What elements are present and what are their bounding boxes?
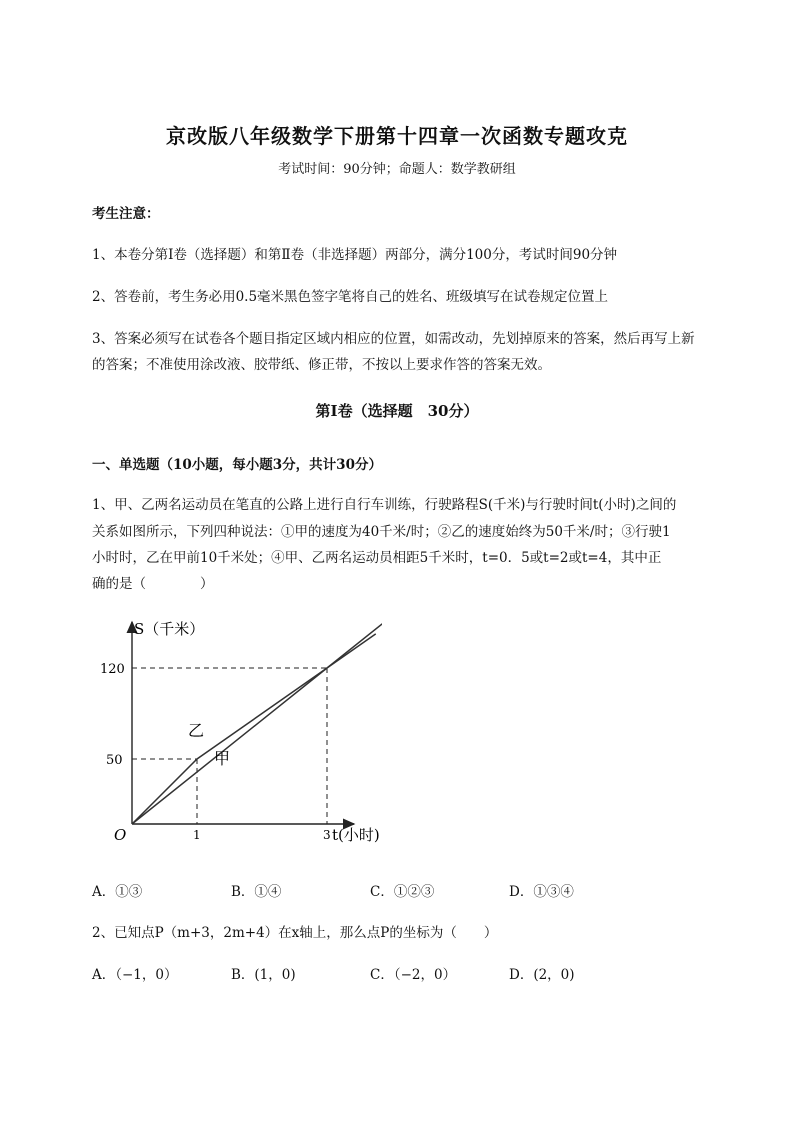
q1-option-b[interactable]: B．①④	[231, 884, 282, 900]
x-axis-label: t(小时)	[332, 826, 380, 844]
y-tick-120: 120	[100, 662, 125, 677]
q1-line-1: 1、甲、乙两名运动员在笔直的公路上进行自行车训练，行驶路程S(千米)与行驶时间t(小时)之间的	[92, 497, 677, 513]
q2-option-b[interactable]: B．(1，0)	[231, 967, 296, 983]
x-tick-1: 1	[193, 828, 201, 842]
q1-line-4: 确的是（ ）	[92, 576, 214, 592]
q1-option-a[interactable]: A．①③	[92, 884, 143, 900]
section-title: 第I卷（选择题 30分）	[315, 402, 479, 420]
q1-line-2: 关系如图所示，下列四种说法：①甲的速度为40千米/时；②乙的速度始终为50千米/时；③行驶1	[92, 524, 671, 540]
q2-option-d[interactable]: D．(2，0)	[509, 967, 575, 983]
y-tick-50: 50	[106, 753, 123, 768]
x-tick-3: 3	[323, 828, 331, 842]
line-jia	[132, 624, 382, 824]
exam-info: 考试时间：90分钟；命题人：数学教研组	[278, 162, 516, 177]
notice-item-3-cont: 的答案；不准使用涂改液、胶带纸、修正带，不按以上要求作答的答案无效。	[92, 357, 551, 373]
q2-option-a[interactable]: A．（−1，0）	[92, 967, 178, 983]
notice-heading: 考生注意：	[92, 206, 160, 222]
y-axis-label: S（千米）	[134, 620, 205, 638]
q1-option-d[interactable]: D．①③④	[509, 884, 574, 900]
q1-line-3: 小时时，乙在甲前10千米处；④甲、乙两名运动员相距5千米时，t=0．5或t=2或t=4，其中正	[92, 550, 662, 566]
label-yi: 乙	[188, 721, 205, 740]
page-title: 京改版八年级数学下册第十四章一次函数专题攻克	[166, 124, 628, 148]
q2-stem: 2、已知点P（m+3，2m+4）在x轴上，那么点P的坐标为（ ）	[92, 925, 498, 941]
notice-item-1: 1、本卷分第I卷（选择题）和第Ⅱ卷（非选择题）两部分，满分100分，考试时间90分钟	[92, 247, 618, 263]
label-jia: 甲	[214, 749, 231, 768]
q1-option-c[interactable]: C．①②③	[370, 884, 435, 900]
part-title: 一、单选题（10小题，每小题3分，共计30分）	[92, 457, 382, 473]
notice-item-2: 2、答卷前，考生务必用0.5毫米黑色签字笔将自己的姓名、班级填写在试卷规定位置上	[92, 289, 609, 305]
origin-label: O	[114, 826, 127, 844]
q2-option-c[interactable]: C．（−2，0）	[370, 967, 457, 983]
notice-item-3: 3、答案必须写在试卷各个题目指定区域内相应的位置，如需改动，先划掉原来的答案，然后再写上新	[92, 331, 695, 347]
distance-time-graph	[92, 612, 382, 862]
